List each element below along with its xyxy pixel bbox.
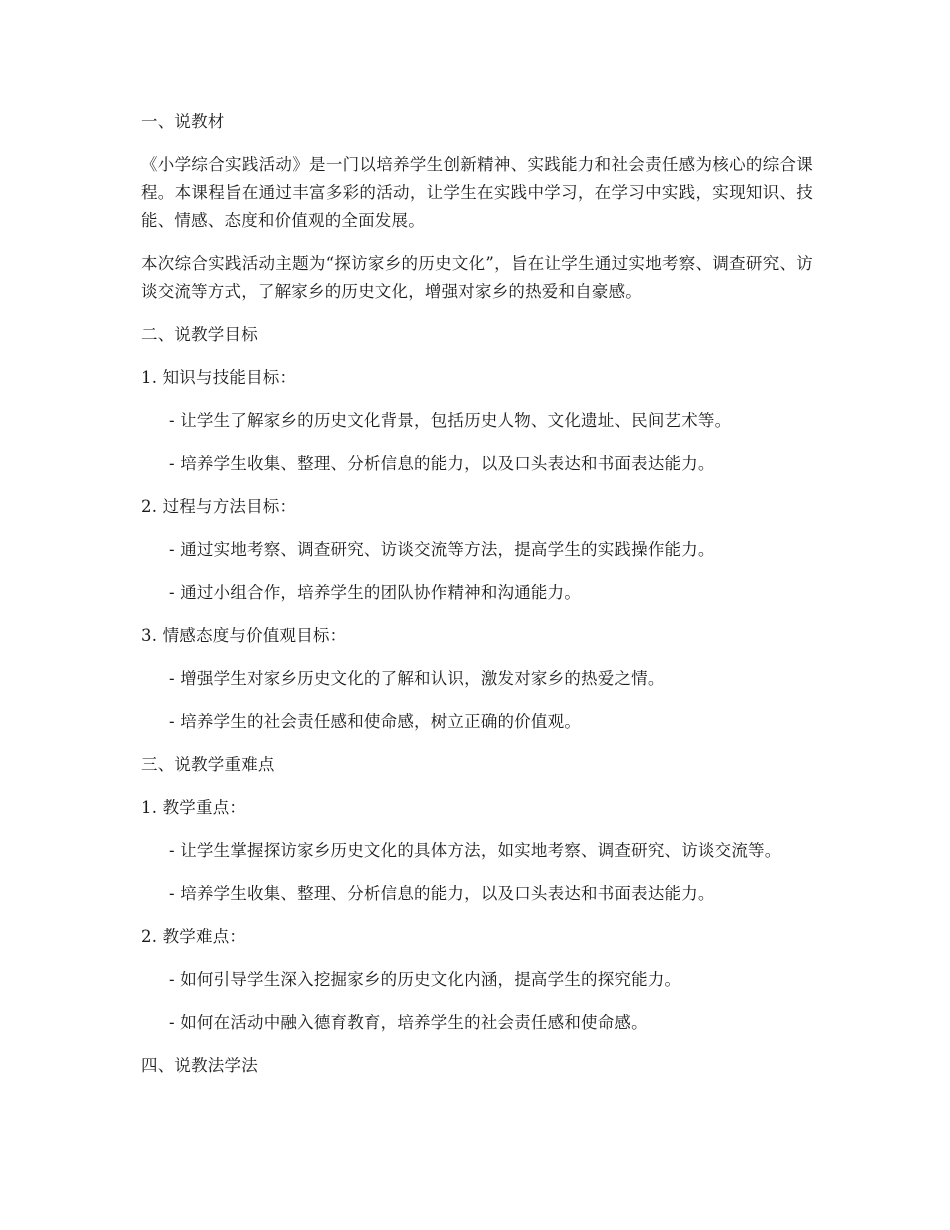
section-heading: 三、说教学重难点 [141,755,275,774]
section-heading: 二、说教学目标 [141,325,258,344]
list-heading: 3. 情感态度与价值观目标： [141,626,347,645]
list-item: - 如何引导学生深入挖掘家乡的历史文化内涵，提高学生的探究能力。 [169,970,682,989]
list-item: - 培养学生收集、整理、分析信息的能力，以及口头表达和书面表达能力。 [169,454,715,473]
document-page [141,108,813,1095]
paragraph: 本次综合实践活动主题为“探访家乡的历史文化”，旨在让学生通过实地考察、调查研究、访谈交流等方式，了解家乡的历史文化，增强对家乡的热爱和自豪感。 [141,254,813,301]
list-item: - 让学生了解家乡的历史文化背景，包括历史人物、文化遗址、民间艺术等。 [169,411,732,430]
list-item: - 让学生掌握探访家乡历史文化的具体方法，如实地考察、调查研究、访谈交流等。 [169,841,782,860]
section-heading: 四、说教法学法 [141,1056,258,1075]
list-heading: 2. 过程与方法目标： [141,497,297,516]
list-heading: 1. 知识与技能目标： [141,368,297,387]
paragraph: 《小学综合实践活动》是一门以培养学生创新精神、实践能力和社会责任感为核心的综合课程。本课程旨在通过丰富多彩的活动，让学生在实践中学习，在学习中实践，实现知识、技能、情感、态度和价值观的全面发展。 [141,155,813,230]
list-heading: 2. 教学难点： [141,927,247,946]
section-heading: 一、说教材 [141,112,225,131]
list-item: - 通过小组合作，培养学生的团队协作精神和沟通能力。 [169,583,582,602]
list-item: - 增强学生对家乡历史文化的了解和认识，激发对家乡的热爱之情。 [169,669,665,688]
list-heading: 1. 教学重点： [141,798,247,817]
list-item: - 如何在活动中融入德育教育，培养学生的社会责任感和使命感。 [169,1013,648,1032]
list-item: - 培养学生的社会责任感和使命感，树立正确的价值观。 [169,712,582,731]
list-item: - 培养学生收集、整理、分析信息的能力，以及口头表达和书面表达能力。 [169,884,715,903]
list-item: - 通过实地考察、调查研究、访谈交流等方法，提高学生的实践操作能力。 [169,540,715,559]
